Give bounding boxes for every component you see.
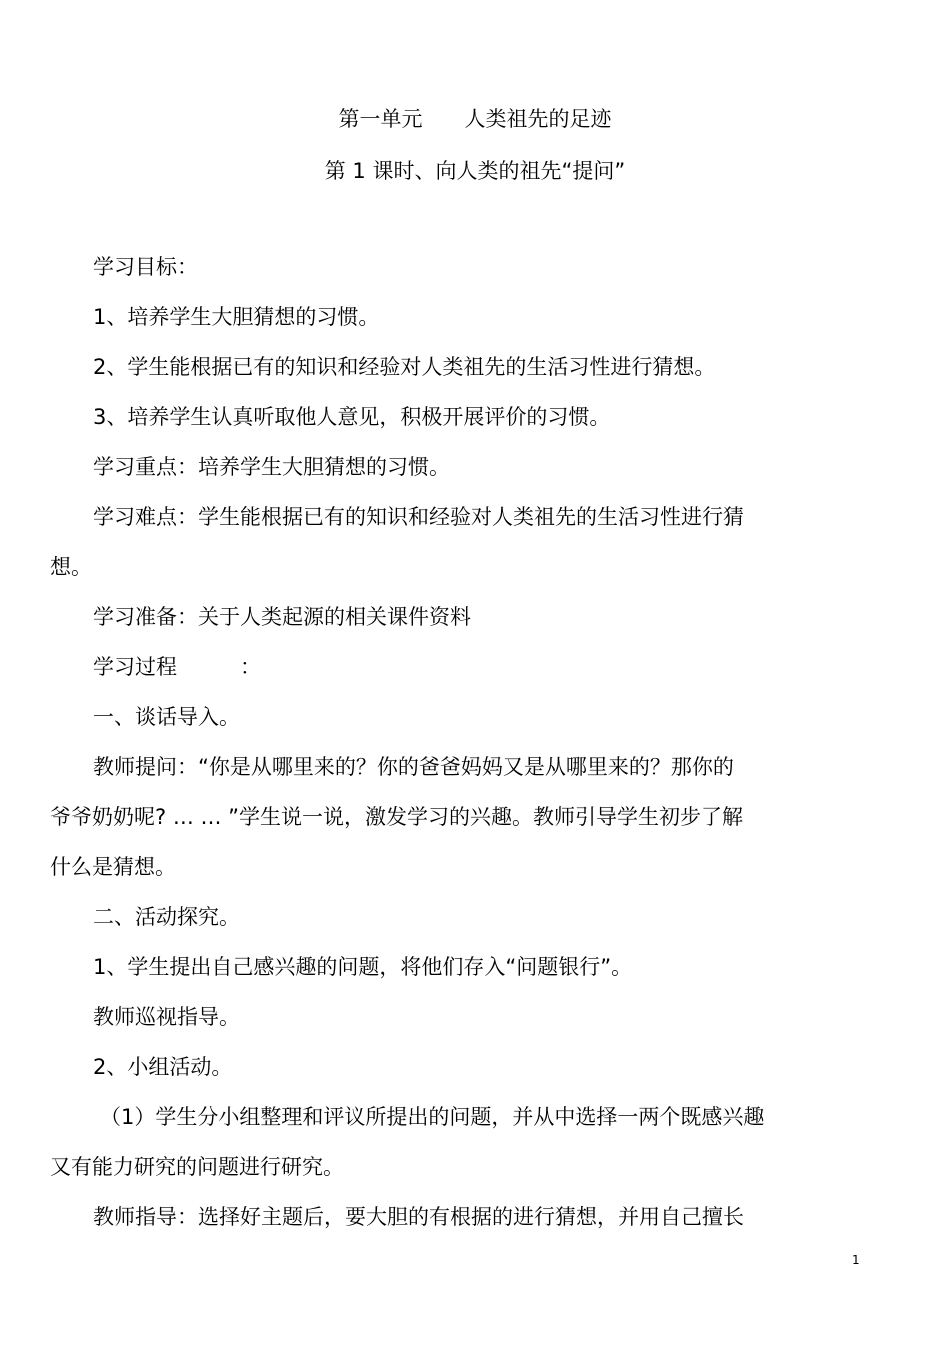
- activity-2-step-1: （1）学生分小组整理和评议所提出的问题，并从中选择一两个既感兴趣: [100, 1105, 765, 1129]
- unit-title: 第一单元 人类祖先的足迹: [338, 107, 612, 131]
- teacher-instruction: 教师指导：选择好主题后，要大胆的有根据的进行猜想，并用自己擅长: [93, 1205, 744, 1229]
- teacher-question-end: 什么是猜想。: [50, 855, 176, 879]
- objective-2: 2、学生能根据已有的知识和经验对人类祖先的生活习性进行猜想。: [93, 355, 716, 379]
- key-point: 学习重点：培养学生大胆猜想的习惯。: [93, 455, 450, 479]
- activity-2: 2、小组活动。: [93, 1055, 233, 1079]
- objective-1: 1、培养学生大胆猜想的习惯。: [93, 305, 380, 329]
- activity-1: 1、学生提出自己感兴趣的问题，将他们存入“问题银行”。: [93, 955, 633, 979]
- difficulty: 学习难点：学生能根据已有的知识和经验对人类祖先的生活习性进行猜: [93, 505, 744, 529]
- page-number: 1: [852, 1253, 860, 1267]
- activity-2-step-1-continued: 又有能力研究的问题进行研究。: [50, 1155, 344, 1179]
- process-heading: 学习过程 ：: [93, 655, 261, 679]
- preparation: 学习准备：关于人类起源的相关课件资料: [93, 605, 471, 629]
- lesson-title: 第 1 课时、向人类的祖先“提问”: [324, 159, 626, 183]
- teacher-guidance: 教师巡视指导。: [93, 1005, 240, 1029]
- teacher-question-continued: 爷爷奶奶呢? … … ”学生说一说，激发学习的兴趣。教师引导学生初步了解: [50, 805, 744, 829]
- objective-3: 3、培养学生认真听取他人意见，积极开展评价的习惯。: [93, 405, 611, 429]
- objectives-heading: 学习目标：: [93, 255, 198, 279]
- section-2-heading: 二、活动探究。: [93, 905, 240, 929]
- difficulty-continued: 想。: [50, 555, 92, 579]
- section-1-heading: 一、谈话导入。: [93, 705, 240, 729]
- teacher-question: 教师提问：“你是从哪里来的？你的爸爸妈妈又是从哪里来的？那你的: [93, 755, 734, 779]
